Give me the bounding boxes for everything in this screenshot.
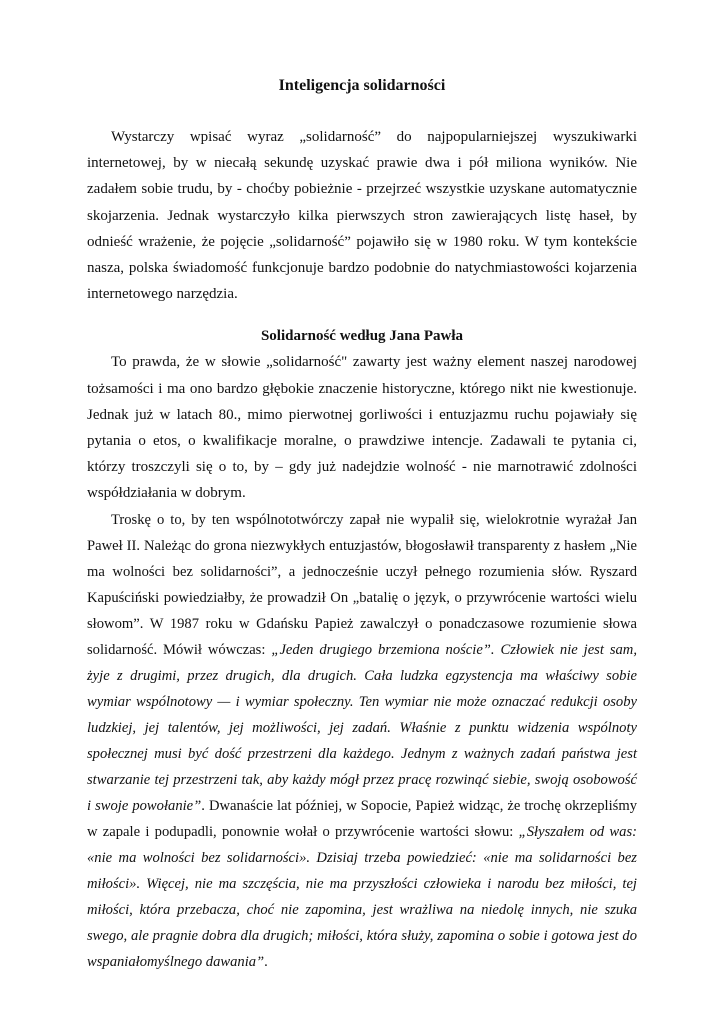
intro-paragraph: Wystarczy wpisać wyraz „solidarność” do najpopularniejszej wyszukiwarki internetowej, by w niecałą sekundę uzyskać prawie dwa i pół miliona wyników. Nie zadałem sobie trudu, by - choćby pobieżnie - przejrzeć wszystkie uzyskane automatycznie skojarzenia. Jednak wystarczyło kilka pierwszych stron zawierających listę haseł, by odnieść wrażenie, że pojęcie „solidarność” pojawiło się w 1980 roku. W tym kontekście nasza, polska świadomość funkcjonuje bardzo podobnie do natychmiastowości kojarzenia internetowego narzędzia. [87, 129, 637, 303]
paragraph-text: . Dwanaście lat później, w Sopocie, Papież widząc, że trochę okrzepliśmy w zapale i podupadli, ponownie wołał o przywrócenie wartości słowu: [87, 797, 637, 840]
paragraph-text: . [264, 953, 268, 970]
section-paragraph-2 [87, 507, 637, 975]
paragraph-text: Troskę o to, by ten wspólnototwórczy zapał nie wypalił się, wielokrotnie wyrażał Jan Paweł II. Należąc do grona niezwykłych entuzjastów, błogosławił transparenty z hasłem „Nie ma wolności bez solidarności”, a jednocześnie uczył pełnego rozumienia słów. Ryszard Kapuściński powiedziałby, że prowadził On „batalię o język, o przywrócenie wartości wielu słowom”. W 1987 roku w Gdańsku Papież zawalczył o ponadczasowe rozumienie słowa solidarność. Mówił wówczas: [87, 511, 637, 658]
section-heading: Solidarność według Jana Pawła [260, 328, 464, 345]
section-paragraph-1: To prawda, że w słowie „solidarność" zawarty jest ważny element naszej narodowej tożsamości i ma ono bardzo głębokie znaczenie historyczne, którego nikt nie kwestionuje. Jednak już w latach 80., mimo pierwotnej gorliwości i entuzjazmu ruchu pojawiały się pytania o etos, o kwalifikacje moralne, o prawdziwe intencje. Zadawali te pytania ci, którzy troszczyli się o to, by – gdy już nadejdzie wolność - nie marnotrawić zdolności współdziałania w dobrym. [87, 354, 637, 502]
document-title: Inteligencja solidarności [278, 77, 446, 94]
pope-quote-gdansk: „Jeden drugiego brzemiona noście”. Człowiek nie jest sam, żyje z drugimi, przez drugich, dla drugich. Cała ludzka egzystencja ma właściwy sobie wymiar wspólnotowy — i wymiar społeczny. Ten wymiar nie może oznaczać redukcji osoby ludzkiej, jej talentów, jej możliwości, jej zadań. Właśnie z punktu widzenia wspólnoty społecznej musi być dość przestrzeni dla każdego. Jednym z ważnych zadań państwa jest stwarzanie tej przestrzeni tak, aby każdy mógł przez pracę rozwinąć siebie, swoją osobowość i swoje powołanie” [87, 641, 637, 814]
pope-quote-sopot: „Słyszałem od was: «nie ma wolności bez solidarności». Dzisiaj trzeba powiedzieć: «nie ma solidarności bez miłości». Więcej, nie ma szczęścia, nie ma przyszłości człowieka i narodu bez miłości, tej miłości, która przebacza, choć nie zapomina, jest wrażliwa na niedolę innych, nie szuka swego, ale pragnie dobra dla drugich; miłości, która służy, zapomina o sobie i gotowa jest do wspaniałomyślnego dawania” [87, 823, 637, 970]
